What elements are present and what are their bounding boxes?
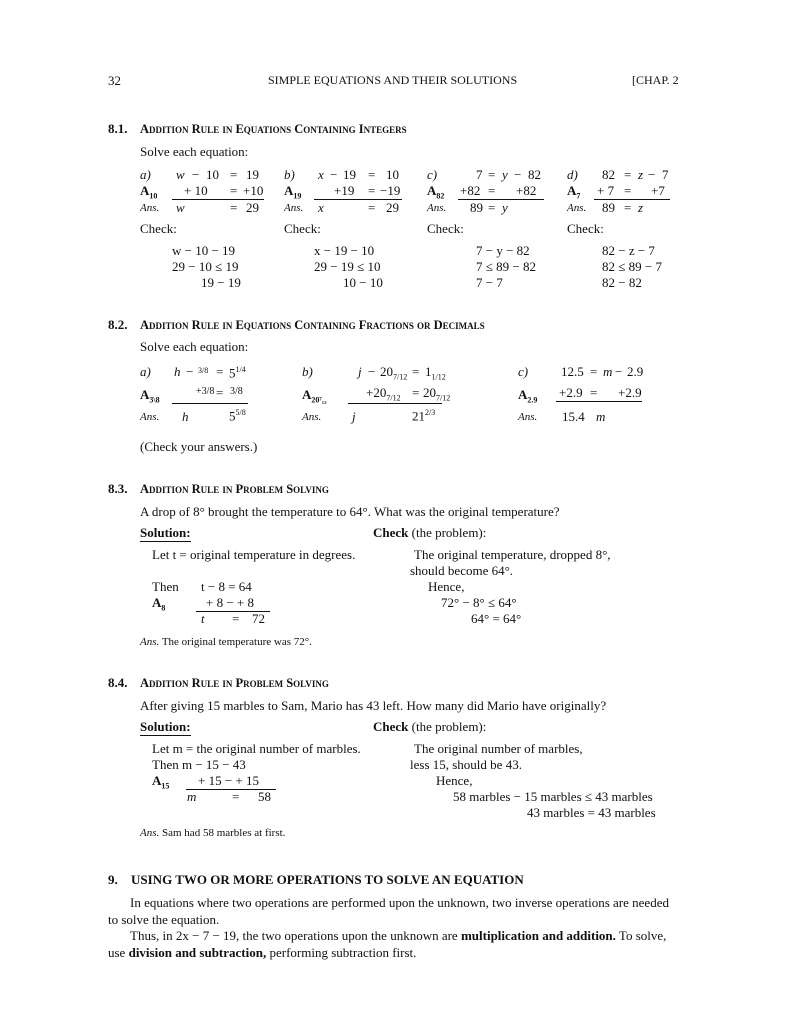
section-title: USING TWO OR MORE OPERATIONS TO SOLVE AN EQUATION xyxy=(131,872,524,887)
eq-operator: = xyxy=(230,167,238,182)
operation-label xyxy=(140,388,160,405)
mixed-whole: +20 xyxy=(366,385,387,400)
eq-operator: = xyxy=(590,385,598,400)
op-term: +2.9 xyxy=(618,385,642,400)
let-statement: Let m = the original number of marbles. xyxy=(152,741,361,756)
eq-mixed xyxy=(380,365,407,382)
check-line: 82 ≤ 89 − 7 xyxy=(602,259,662,274)
op-term: + 10 xyxy=(184,183,208,198)
op-term: +2.9 xyxy=(559,385,583,400)
ans-label: Ans. xyxy=(284,202,304,214)
eq-var: j xyxy=(358,364,362,379)
problem-title-8-4: Addition Rule in Problem Solving xyxy=(140,676,329,690)
op-term: +19 xyxy=(334,183,355,198)
ans-term: y xyxy=(502,200,508,215)
op-term: +82 xyxy=(516,183,537,198)
check-text: 58 marbles − 15 marbles ≤ 43 marbles xyxy=(453,789,653,804)
check-heading xyxy=(373,720,486,735)
op-subscript: 7 xyxy=(576,191,581,201)
mixed-whole: 5 xyxy=(229,408,236,424)
check-line: 82 − z − 7 xyxy=(602,243,655,258)
operation-label xyxy=(518,388,537,405)
eq-term: y xyxy=(502,167,508,182)
instruction-8-1: Solve each equation: xyxy=(140,144,249,159)
part-label: d) xyxy=(567,167,578,182)
eq-operator: = xyxy=(368,200,376,215)
check-line: 7 ≤ 89 − 82 xyxy=(476,259,536,274)
eq-term: 10 xyxy=(386,167,399,182)
op-subscript: 2.9 xyxy=(527,395,538,405)
mixed-fraction: 2/3 xyxy=(425,408,436,417)
mixed-fraction: 5/8 xyxy=(235,408,246,417)
answer-text: Sam had 58 marbles at first. xyxy=(162,827,286,839)
op-subscript: 10 xyxy=(149,191,158,201)
paragraph-text: In equations where two operations are performed upon the unknown, two inverse operations are needed to solve the equation. xyxy=(108,895,669,927)
mixed-whole: 21 xyxy=(412,408,425,424)
mixed-whole: 1 xyxy=(425,364,432,379)
problem-title-8-1: Addition Rule in Equations Containing Integers xyxy=(140,122,407,136)
op-term: +7 xyxy=(651,183,665,198)
part-label: c) xyxy=(518,364,529,379)
hence-label: Hence, xyxy=(436,773,473,788)
check-line: 7 − y − 82 xyxy=(476,243,530,258)
part-label: a) xyxy=(140,167,151,182)
eq-mixed xyxy=(425,365,446,382)
mixed-whole: 20 xyxy=(423,385,436,400)
problem-statement-8-3: A drop of 8° brought the temperature to 64°. What was the original temperature? xyxy=(140,504,560,519)
solution-line: + 15 − + 15 xyxy=(198,773,259,788)
op-letter: A xyxy=(518,387,528,402)
result-value: 58 xyxy=(258,789,271,804)
operation-label xyxy=(567,184,580,201)
problem-number-8-4: 8.4. xyxy=(108,675,128,690)
eq-operator: − xyxy=(186,364,194,379)
op-subscript: 19 xyxy=(293,191,302,201)
check-line: 82 − 82 xyxy=(602,275,642,290)
mixed-fraction: 1/12 xyxy=(431,372,446,382)
eq-term: 12.5 xyxy=(561,364,584,379)
solution-line: + 8 − + 8 xyxy=(206,595,254,610)
paragraph-bold-inverse: division and subtraction, xyxy=(128,944,267,960)
op-subscript: 15 xyxy=(161,781,170,791)
ans-label: Ans. xyxy=(140,827,160,839)
result-var: t xyxy=(201,611,205,626)
op-term: +3/8 xyxy=(196,386,215,397)
operation-label xyxy=(284,184,301,201)
eq-operator: = xyxy=(412,385,420,400)
eq-operator: − xyxy=(330,167,338,182)
op-mixed xyxy=(366,386,401,403)
ans-label: Ans. xyxy=(567,202,587,214)
ans-mixed xyxy=(412,408,435,424)
eq-var: m xyxy=(603,364,613,379)
eq-operator: = xyxy=(590,364,598,379)
check-text: 72° − 8° ≤ 64° xyxy=(441,595,517,610)
eq-operator: − xyxy=(648,167,656,182)
ans-label: Ans. xyxy=(140,411,160,423)
mixed-fraction: 7/12 xyxy=(436,393,451,403)
ans-var: h xyxy=(182,409,189,424)
check-label: Check: xyxy=(140,221,177,236)
eq-term: 82 xyxy=(602,167,615,182)
section-number: 9. xyxy=(108,872,118,887)
ans-label: Ans. xyxy=(427,202,447,214)
eq-operator: − xyxy=(615,364,623,379)
check-line: w − 10 − 19 xyxy=(172,243,236,258)
op-letter: A xyxy=(152,773,162,788)
page-number: 32 xyxy=(108,73,121,88)
part-label: c) xyxy=(427,167,438,182)
op-subscript: 3\8 xyxy=(149,395,160,405)
instruction-8-2: Solve each equation: xyxy=(140,339,249,354)
eq-operator: = xyxy=(624,200,632,215)
check-line: 7 − 7 xyxy=(476,275,503,290)
eq-term: 7 xyxy=(476,167,483,182)
eq-operator: = xyxy=(488,200,496,215)
eq-operator: = xyxy=(624,167,632,182)
op-term: + 7 xyxy=(597,183,615,198)
problem-title-8-2: Addition Rule in Equations Containing Fractions or Decimals xyxy=(140,318,485,332)
ans-label: Ans. xyxy=(140,636,160,648)
operation-label xyxy=(302,388,327,405)
eq-term: 10 xyxy=(206,167,219,182)
eq-operator: = xyxy=(412,364,420,379)
answer-8-4 xyxy=(140,827,285,840)
section-paragraph-1 xyxy=(108,895,678,928)
eq-var: h xyxy=(174,364,181,379)
eq-term: 7 xyxy=(662,167,669,182)
eq-term: 19 xyxy=(246,167,259,182)
check-label: Check: xyxy=(567,221,604,236)
let-statement: Let t = original temperature in degrees. xyxy=(152,547,356,562)
eq-operator: − xyxy=(514,167,522,182)
check-heading xyxy=(373,526,486,541)
problem-statement-8-4: After giving 15 marbles to Sam, Mario has 43 left. How many did Mario have originally? xyxy=(140,698,607,713)
op-subscript: 8 xyxy=(161,603,166,613)
ans-term: 15.4 xyxy=(562,409,585,424)
problem-number-8-2: 8.2. xyxy=(108,317,128,332)
eq-term: 2.9 xyxy=(627,364,644,379)
eq-operator: = xyxy=(368,167,376,182)
eq-operator: = xyxy=(488,167,496,182)
op-term: −19 xyxy=(380,183,401,198)
ans-term: w xyxy=(176,200,185,215)
problem-number-8-1: 8.1. xyxy=(108,121,128,136)
eq-operator: = xyxy=(488,183,496,198)
ans-var: j xyxy=(352,409,356,424)
check-text: The original number of marbles, xyxy=(414,741,583,756)
check-text: The original temperature, dropped 8°, xyxy=(414,547,611,562)
ans-term: 29 xyxy=(386,200,399,215)
ans-label: Ans. xyxy=(302,411,322,423)
eq-term: z xyxy=(638,167,644,182)
op-letter: A xyxy=(567,183,577,198)
then-statement: Then m − 15 − 43 xyxy=(152,757,246,772)
solution-line: t − 8 = 64 xyxy=(201,579,252,594)
part-label: a) xyxy=(140,364,151,379)
paragraph-text: To solve, use xyxy=(108,928,667,960)
ans-term: 29 xyxy=(246,200,259,215)
check-line: 29 − 19 ≤ 10 xyxy=(314,259,381,274)
eq-mixed xyxy=(229,365,246,381)
check-line: 10 − 10 xyxy=(343,275,383,290)
operation-label xyxy=(427,184,444,201)
check-text: less 15, should be 43. xyxy=(410,757,522,772)
check-line: x − 19 − 10 xyxy=(314,243,375,258)
check-answers-note: (Check your answers.) xyxy=(140,439,258,454)
ans-mixed xyxy=(229,408,246,424)
running-title: SIMPLE EQUATIONS AND THEIR SOLUTIONS xyxy=(268,73,518,87)
eq-term: 82 xyxy=(528,167,541,182)
ans-term: 89 xyxy=(602,200,615,215)
ans-label: Ans. xyxy=(518,411,538,423)
mixed-fraction: 1/4 xyxy=(235,365,246,374)
op-letter: A xyxy=(427,183,437,198)
part-label: b) xyxy=(302,364,313,379)
mixed-fraction: 7/12 xyxy=(393,372,408,382)
ans-var: m xyxy=(596,409,606,424)
ans-term: z xyxy=(638,200,644,215)
eq-operator: − xyxy=(192,167,200,182)
check-heading-rest: (the problem): xyxy=(408,719,487,734)
eq-operator: = xyxy=(368,183,376,198)
paragraph-text: Thus, in 2x − 7 − 19, the two operations upon the unknown are xyxy=(130,928,461,943)
eq-operator: = xyxy=(216,364,224,379)
paragraph-text: performing subtraction first. xyxy=(266,944,417,960)
op-term: +82 xyxy=(460,183,481,198)
result-value: 72 xyxy=(252,611,265,626)
answer-8-3 xyxy=(140,636,312,649)
eq-term: 19 xyxy=(343,167,356,182)
eq-term: w xyxy=(176,167,185,182)
then-label: Then xyxy=(152,579,179,594)
op-subscript: 20⁷₁₂ xyxy=(311,395,327,405)
op-letter: A xyxy=(302,387,312,402)
part-label: b) xyxy=(284,167,295,182)
check-heading-bold: Check xyxy=(373,525,409,540)
check-text: 43 marbles = 43 marbles xyxy=(527,805,656,820)
problem-title-8-3: Addition Rule in Problem Solving xyxy=(140,482,329,496)
eq-operator: = xyxy=(216,385,224,400)
op-letter: A xyxy=(284,183,294,198)
section-paragraph-2 xyxy=(108,928,678,961)
mixed-whole: 20 xyxy=(380,364,393,379)
mixed-whole: 5 xyxy=(229,365,236,381)
check-line: 29 − 10 ≤ 19 xyxy=(172,259,239,274)
check-heading-bold: Check xyxy=(373,719,409,734)
check-heading-rest: (the problem): xyxy=(408,525,487,540)
eq-operator: = xyxy=(230,200,238,215)
check-label: Check: xyxy=(284,221,321,236)
solution-heading: Solution: xyxy=(140,525,191,540)
op-letter: A xyxy=(152,595,162,610)
op-letter: A xyxy=(140,183,150,198)
ans-label: Ans. xyxy=(140,202,160,214)
op-letter: A xyxy=(140,387,150,402)
op-term: +10 xyxy=(243,183,264,198)
rule-line xyxy=(348,403,442,404)
check-label: Check: xyxy=(427,221,464,236)
problem-number-8-3: 8.3. xyxy=(108,481,128,496)
eq-operator: − xyxy=(368,364,376,379)
check-text: should become 64°. xyxy=(410,563,514,578)
op-mixed xyxy=(423,386,450,403)
hence-label: Hence, xyxy=(428,579,465,594)
eq-fraction: 3/8 xyxy=(198,366,209,375)
ans-term: 89 xyxy=(470,200,483,215)
check-text: 64° = 64° xyxy=(471,611,522,626)
solution-heading: Solution: xyxy=(140,719,191,734)
rule-line xyxy=(556,401,642,402)
mixed-fraction: 7/12 xyxy=(386,393,401,403)
answer-text: The original temperature was 72°. xyxy=(161,636,312,648)
operation-label xyxy=(152,596,165,613)
operation-label xyxy=(152,774,169,791)
eq-operator: = xyxy=(624,183,632,198)
ans-term: x xyxy=(318,200,324,215)
chapter-label: [CHAP. 2 xyxy=(632,73,679,87)
eq-operator: = xyxy=(232,611,240,626)
operation-label xyxy=(140,184,157,201)
paragraph-bold-ops: multiplication and addition. xyxy=(460,928,616,943)
result-var: m xyxy=(187,789,197,804)
check-line: 19 − 19 xyxy=(201,275,241,290)
eq-operator: = xyxy=(232,789,240,804)
rule-line xyxy=(172,403,248,404)
eq-term: x xyxy=(318,167,324,182)
op-subscript: 82 xyxy=(436,191,445,201)
eq-operator: = xyxy=(230,183,238,198)
op-term: 3/8 xyxy=(230,386,243,397)
